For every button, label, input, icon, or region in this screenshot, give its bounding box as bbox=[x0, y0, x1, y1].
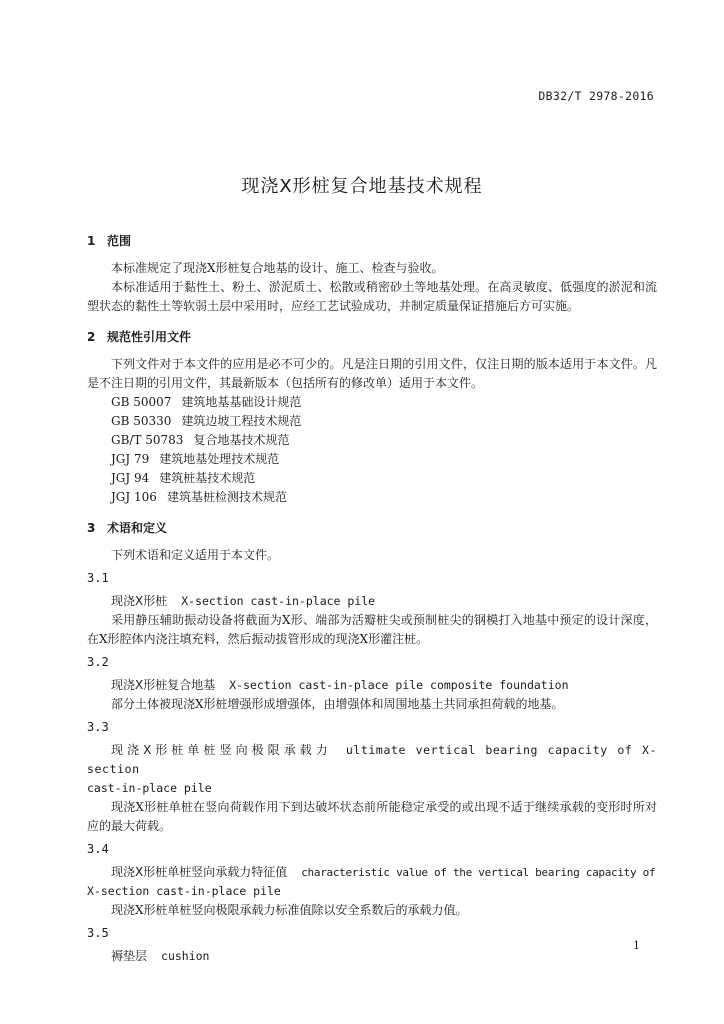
reference-item bbox=[87, 412, 657, 431]
term-definition: 现浇X形桩单桩在竖向荷载作用下到达破坏状态前所能稳定承受的或出现不适于继续承载的变形时所对应的最大荷载。 bbox=[87, 800, 657, 833]
clause-number: 3.2 bbox=[87, 655, 109, 669]
standard-code: DB32/T 2978-2016 bbox=[538, 89, 654, 103]
reference-item bbox=[87, 431, 657, 450]
reference-name: 复合地基技术规范 bbox=[193, 433, 290, 447]
term-english: ultimate vertical bearing capacity of X-section bbox=[87, 743, 657, 776]
reference-name: 建筑基桩检测技术规范 bbox=[166, 490, 287, 504]
term-chinese: 现浇X形桩 bbox=[111, 594, 168, 608]
term-chinese: 现浇X形桩单桩竖向极限承载力 bbox=[111, 743, 332, 757]
term-chinese: 现浇X形桩单桩竖向承载力特征值 bbox=[111, 865, 288, 879]
reference-item bbox=[87, 450, 657, 469]
term-entry bbox=[87, 592, 657, 611]
reference-name: 建筑边坡工程技术规范 bbox=[181, 414, 302, 428]
reference-item bbox=[87, 488, 657, 507]
reference-item bbox=[87, 469, 657, 488]
term-english: X-section cast-in-place pile bbox=[181, 594, 376, 608]
term-chinese: 现浇X形桩复合地基 bbox=[111, 678, 216, 692]
section-heading-1 bbox=[87, 232, 657, 251]
term-entry bbox=[87, 741, 657, 779]
term-entry bbox=[87, 947, 657, 966]
terms-intro: 下列术语和定义适用于本文件。 bbox=[111, 548, 280, 562]
reference-code: JGJ 79 bbox=[111, 452, 150, 466]
section-number: 3 bbox=[87, 521, 96, 535]
document-body bbox=[87, 232, 657, 966]
reference-name: 建筑地基基础设计规范 bbox=[181, 395, 302, 409]
section-title: 术语和定义 bbox=[107, 521, 168, 535]
references-intro: 下列文件对于本文件的应用是必不可少的。凡是注日期的引用文件，仅注日期的版本适用于本文件。凡是不注日期的引用文件，其最新版本（包括所有的修改单）适用于本文件。 bbox=[87, 357, 657, 390]
clause-number: 3.1 bbox=[87, 571, 109, 585]
reference-code: JGJ 106 bbox=[111, 490, 157, 504]
reference-name: 建筑地基处理技术规范 bbox=[159, 452, 280, 466]
term-entry bbox=[87, 863, 657, 882]
term-definition: 部分土体被现浇X形桩增强形成增强体，由增强体和周围地基土共同承担荷载的地基。 bbox=[111, 697, 564, 711]
reference-code: GB 50330 bbox=[111, 414, 172, 428]
term-english: cushion bbox=[161, 949, 210, 963]
section-number: 1 bbox=[87, 234, 96, 248]
scope-paragraph-1: 本标准规定了现浇X形桩复合地基的设计、施工、检查与验收。 bbox=[111, 261, 444, 275]
section-number: 2 bbox=[87, 330, 96, 344]
term-english: X-section cast-in-place pile composite foundation bbox=[229, 678, 569, 692]
clause-number: 3.5 bbox=[87, 926, 109, 940]
section-title: 规范性引用文件 bbox=[107, 330, 192, 344]
section-title: 范围 bbox=[107, 234, 132, 248]
section-heading-2 bbox=[87, 328, 657, 347]
reference-code: GB/T 50783 bbox=[111, 433, 184, 447]
term-entry bbox=[87, 676, 657, 695]
term-english-continued: cast-in-place pile bbox=[87, 781, 212, 795]
clause-number: 3.4 bbox=[87, 842, 109, 856]
reference-code: GB 50007 bbox=[111, 395, 172, 409]
reference-name: 建筑桩基技术规范 bbox=[159, 471, 256, 485]
term-chinese: 褥垫层 bbox=[111, 949, 148, 963]
scope-paragraph-2: 本标准适用于黏性土、粉土、淤泥质土、松散或稍密砂土等地基处理。在高灵敏度、低强度的淤泥和流塑状态的黏性土等软弱土层中采用时，应经工艺试验成功，并制定质量保证措施后方可实施。 bbox=[87, 280, 657, 313]
term-definition: 采用静压辅助振动设备将截面为X形、端部为活瓣桩尖或预制桩尖的钢模打入地基中预定的设计深度，在X形腔体内浇注填充料，然后振动拔管形成的现浇X形灌注桩。 bbox=[87, 613, 657, 646]
term-english: characteristic value of the vertical bearing capacity of bbox=[301, 866, 656, 879]
term-english-continued: X-section cast-in-place pile bbox=[87, 884, 281, 898]
clause-number: 3.3 bbox=[87, 720, 109, 734]
page-number: 1 bbox=[633, 939, 640, 952]
section-heading-3 bbox=[87, 519, 657, 538]
reference-item bbox=[87, 393, 657, 412]
term-definition: 现浇X形桩单桩竖向极限承载力标准值除以安全系数后的承载力值。 bbox=[111, 903, 468, 917]
document-title: 现浇X形桩复合地基技术规程 bbox=[241, 176, 483, 197]
reference-code: JGJ 94 bbox=[111, 471, 150, 485]
